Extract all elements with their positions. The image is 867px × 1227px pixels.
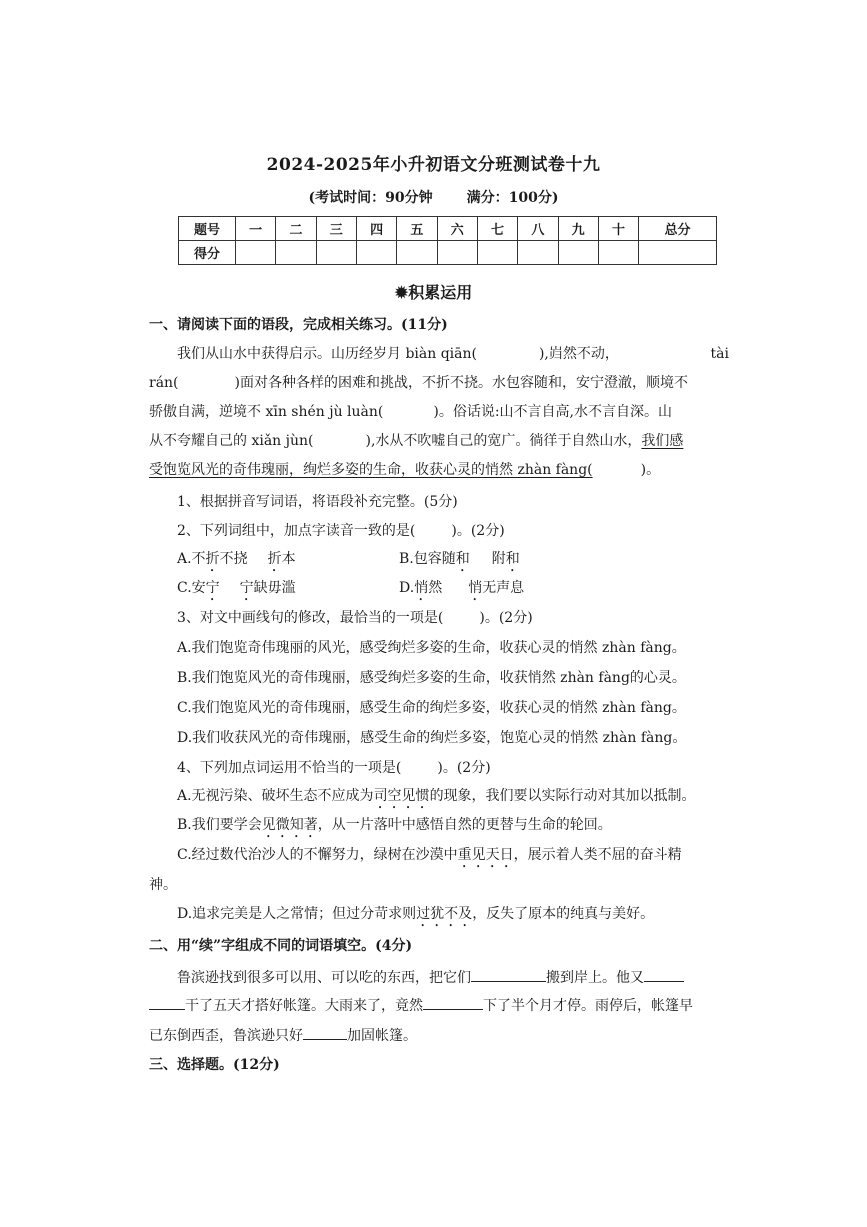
- text: 鲁滨逊找到很多可以用、可以吃的东西，把它们: [177, 970, 471, 986]
- text: ),岿然不动，: [538, 346, 619, 362]
- text: ),水从不吹嘘自己的宽广。徜徉于自然山水，: [365, 433, 642, 449]
- table-cell: 七: [477, 217, 517, 241]
- q2-line-2: [149, 995, 729, 1016]
- q1-sub4: [177, 758, 729, 778]
- score-cell[interactable]: [518, 241, 558, 265]
- q1-sub3-option-d[interactable]: D.我们收获风光的奇伟瑰丽，感受生命的绚烂多姿，饱览心灵的悄然 zhàn fàng。: [177, 730, 687, 746]
- text: B.包容随: [399, 551, 456, 567]
- text: C.安: [177, 580, 206, 596]
- q1-sub2-options-cd: [177, 578, 757, 604]
- text: 附: [491, 551, 506, 567]
- text: 不挠: [219, 551, 248, 567]
- text: 然: [428, 580, 443, 596]
- dotted-phrase: 见微知著: [261, 817, 318, 833]
- answer-blank[interactable]: [644, 967, 684, 982]
- option-b[interactable]: [399, 549, 520, 575]
- dotted-phrase: 司空见惯: [373, 788, 430, 804]
- exam-full-score: 满分：100分): [466, 190, 559, 206]
- q3-heading: 三、选择题。(12分): [149, 1057, 280, 1073]
- text: 3、对文中画线句的修改，最恰当的一项是(: [177, 610, 444, 626]
- table-cell: 十: [598, 217, 638, 241]
- dotted-char: 悄: [468, 580, 483, 596]
- q1-sub4-option-d[interactable]: [177, 904, 757, 930]
- q1-sub2: [177, 521, 729, 541]
- answer-blank[interactable]: [149, 995, 185, 1010]
- q1-sub3-option-b[interactable]: B.我们饱览风光的奇伟瑰丽，感受绚烂多姿的生命，收获悄然 zhàn fàng的心灵。: [177, 670, 686, 686]
- text: 2、下列词组中，加点字读音一致的是(: [177, 523, 416, 539]
- answer-blank[interactable]: [471, 967, 546, 982]
- text: 我们从山水中获得启示。山历经岁月 biàn qiān(: [177, 346, 477, 362]
- table-cell: 总分: [639, 217, 717, 241]
- text: )。俗话说:山不言自高,水不言自深。山: [433, 404, 673, 420]
- section-title: ✹积累运用: [394, 283, 473, 302]
- option-c[interactable]: [177, 580, 296, 596]
- table-cell: 二: [276, 217, 316, 241]
- dotted-char: 悄: [414, 580, 429, 596]
- score-cell[interactable]: [397, 241, 437, 265]
- text: 的现象，我们要以实际行动对其加以抵制。: [429, 788, 696, 804]
- answer-blank[interactable]: [423, 995, 483, 1010]
- dotted-phrase: 重见天日: [457, 847, 514, 863]
- q1-paragraph-line-3: [149, 402, 729, 422]
- text: 下了半个月才停。雨停后，帐篷早: [483, 998, 693, 1014]
- score-cell[interactable]: [437, 241, 477, 265]
- text: 已东倒西歪，鲁滨逊只好: [149, 1028, 303, 1044]
- text: tài: [710, 346, 729, 362]
- answer-blank[interactable]: [303, 1025, 347, 1040]
- score-table-header-row: [179, 217, 717, 241]
- table-cell: 一: [236, 217, 276, 241]
- text: ，从一片落叶中感悟自然的更替与生命的轮回。: [317, 817, 612, 833]
- option-d[interactable]: [399, 578, 524, 604]
- table-cell: 六: [437, 217, 477, 241]
- q1-paragraph-line-5: [149, 460, 729, 480]
- text: A.无视污染、破坏生态不应成为: [177, 788, 374, 804]
- exam-subtitle: [0, 187, 867, 207]
- q2-heading: 二、用“续”字组成不同的词语填空。(4分): [149, 938, 413, 954]
- exam-title: 2024-2025年小升初语文分班测试卷十九: [266, 155, 601, 175]
- q1-sub1: 1、根据拼音写词语，将语段补充完整。(5分): [177, 494, 458, 510]
- q1-sub4-option-b[interactable]: [177, 815, 757, 841]
- text: 搬到岸上。他又: [546, 970, 644, 986]
- table-cell: 四: [356, 217, 396, 241]
- table-cell: 题号: [179, 217, 236, 241]
- score-table-score-row: [179, 241, 717, 265]
- text: D.: [399, 580, 415, 596]
- table-cell: 八: [518, 217, 558, 241]
- text: 骄傲自满，逆境不 xīn shén jù luàn(: [149, 404, 384, 420]
- text: rán(: [149, 375, 179, 391]
- text: )面对各种各样的困难和挑战，不折不挠。水包容随和，安宁澄澈，顺境不: [234, 375, 688, 391]
- text: A.不: [177, 551, 206, 567]
- q1-sub4-option-c[interactable]: [177, 845, 757, 871]
- text: )。(2分): [479, 610, 533, 626]
- option-a[interactable]: [177, 551, 296, 567]
- text: 缺毋滥: [253, 580, 296, 596]
- q1-paragraph-line-1: [177, 344, 729, 364]
- dotted-char: 和: [455, 551, 470, 567]
- dotted-char: 折: [205, 551, 220, 567]
- score-cell[interactable]: [598, 241, 638, 265]
- text: B.我们要学会: [177, 817, 262, 833]
- q1-sub3: [177, 608, 729, 628]
- text: )。: [640, 462, 661, 478]
- score-cell[interactable]: [236, 241, 276, 265]
- text: ，反失了原本的纯真与美好。: [472, 906, 655, 922]
- q2-line-1: [177, 967, 729, 988]
- q1-heading: 一、请阅读下面的语段，完成相关练习。(11分): [149, 317, 448, 333]
- q1-paragraph-line-2: [149, 373, 729, 393]
- text: 4、下列加点词运用不恰当的一项是(: [177, 760, 402, 776]
- score-cell[interactable]: [639, 241, 717, 265]
- text: 从不夸耀自己的 xiǎn jùn(: [149, 433, 314, 449]
- text: C.经过数代治沙人的不懈努力，绿树在沙漠中: [177, 847, 458, 863]
- underlined-sentence: 我们感: [641, 433, 684, 449]
- exam-time: (考试时间：90分钟: [308, 190, 433, 206]
- q1-sub2-options-ab: [177, 549, 757, 575]
- score-cell[interactable]: [477, 241, 517, 265]
- q1-sub4-option-c-cont: 神。: [149, 877, 177, 893]
- table-cell: 三: [316, 217, 356, 241]
- q1-sub3-option-c[interactable]: C.我们饱览风光的奇伟瑰丽，感受生命的绚烂多姿，收获心灵的悄然 zhàn fàng。: [177, 700, 686, 716]
- table-cell: 五: [397, 217, 437, 241]
- q2-line-3: [149, 1025, 729, 1046]
- table-cell: 九: [558, 217, 598, 241]
- score-table: [178, 216, 717, 265]
- score-cell[interactable]: [356, 241, 396, 265]
- text: )。(2分): [437, 760, 491, 776]
- text: )。(2分): [451, 523, 505, 539]
- score-cell[interactable]: [558, 241, 598, 265]
- dotted-char: 宁: [239, 580, 254, 596]
- dotted-phrase: 过犹不及: [416, 906, 473, 922]
- text: 无声息: [482, 580, 525, 596]
- dotted-char: 和: [505, 551, 520, 567]
- score-cell[interactable]: [316, 241, 356, 265]
- text: 干了五天才搭好帐篷。大雨来了，竟然: [185, 998, 423, 1014]
- q1-sub3-option-a[interactable]: A.我们饱览奇伟瑰丽的风光，感受绚烂多姿的生命，收获心灵的悄然 zhàn fàng。: [177, 640, 686, 656]
- q1-sub4-option-a[interactable]: [177, 786, 757, 812]
- score-cell[interactable]: [276, 241, 316, 265]
- text: 加固帐篷。: [347, 1028, 417, 1044]
- text: D.追求完美是人之常情；但过分苛求则: [177, 906, 417, 922]
- q1-paragraph-line-4: [149, 431, 729, 451]
- dotted-char: 宁: [205, 580, 220, 596]
- text: ，展示着人类不屈的奋斗精: [513, 847, 682, 863]
- dotted-char: 折: [267, 551, 282, 567]
- underlined-sentence: 受饱览风光的奇伟瑰丽，绚烂多姿的生命，收获心灵的悄然 zhàn fàng(: [149, 462, 593, 478]
- text: 本: [281, 551, 296, 567]
- table-cell: 得分: [179, 241, 236, 265]
